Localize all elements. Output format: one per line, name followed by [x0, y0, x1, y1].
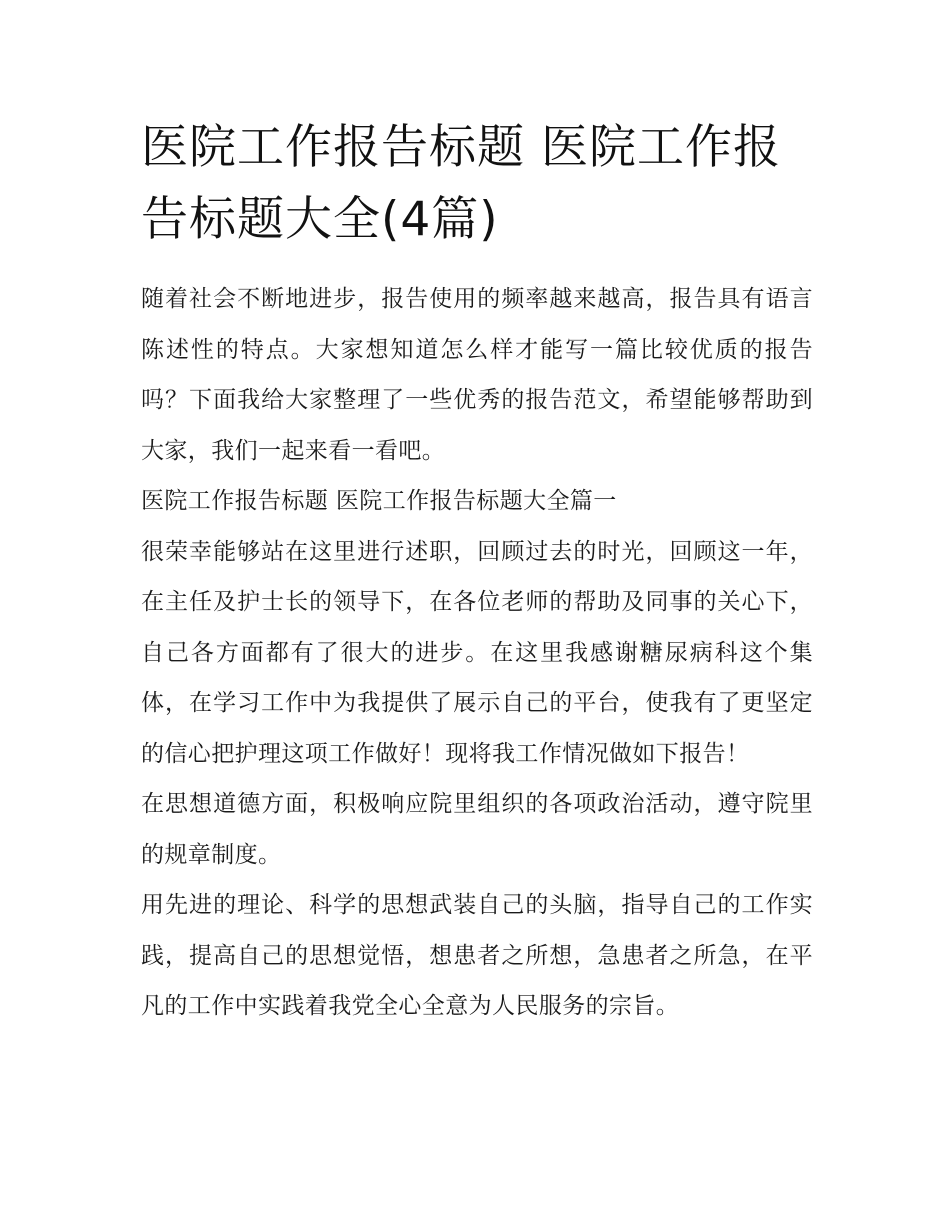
intro-paragraph: 随着社会不断地进步，报告使用的频率越来越高，报告具有语言陈述性的特点。大家想知道怎么样才能写一篇比较优质的报告吗？下面我给大家整理了一些优秀的报告范文，希望能够帮助到大家，我们一起来看一看吧。 [141, 286, 813, 464]
document-title: 医院工作报告标题 医院工作报告标题大全(4篇) [141, 120, 781, 247]
body-paragraph: 用先进的理论、科学的思想武装自己的头脑，指导自己的工作实践，提高自己的思想觉悟，想患者之所想，急患者之所急，在平凡的工作中实践着我党全心全意为人民服务的宗旨。 [141, 892, 813, 1019]
document-page [141, 112, 813, 1032]
body-paragraph: 在思想道德方面，积极响应院里组织的各项政治活动，遵守院里的规章制度。 [141, 791, 813, 868]
body-paragraph: 很荣幸能够站在这里进行述职，回顾过去的时光，回顾这一年，在主任及护士长的领导下，在各位老师的帮助及同事的关心下，自己各方面都有了很大的进步。在这里我感谢糖尿病科这个集体，在学习工作中为我提供了展示自己的平台，使我有了更坚定的信心把护理这项工作做好！现将我工作情况做如下报告！ [141, 538, 813, 767]
section-heading: 医院工作报告标题 医院工作报告标题大全篇一 [141, 488, 617, 514]
